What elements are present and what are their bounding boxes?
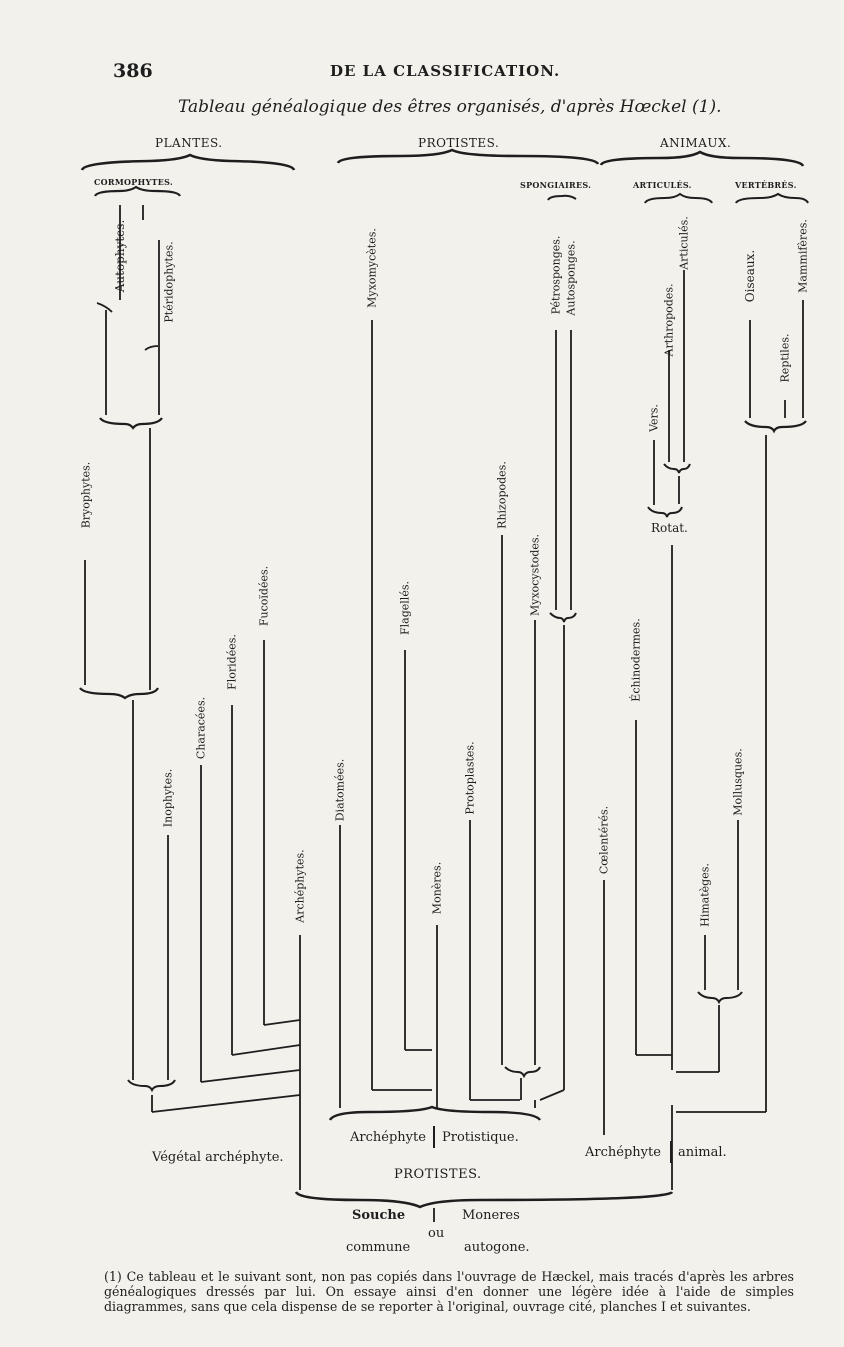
label-archephyte-protistique: Archéphyte (350, 1130, 426, 1145)
branch-petrosponges: Pétrosponges. (549, 235, 563, 315)
branch-archephytes: Archéphytes. (293, 849, 307, 923)
branch-myxocystodes: Myxocystodes. (528, 533, 542, 617)
branch-reptiles: Reptiles. (778, 333, 792, 383)
branch-diatomees: Diatomées. (333, 758, 347, 822)
cormophytes-junction (100, 418, 162, 428)
label-souche: Souche (352, 1208, 406, 1223)
label-ou: ou (428, 1226, 445, 1241)
branch-articules: Articulés. (677, 216, 691, 270)
cormophytes-brace (95, 187, 180, 196)
running-head: DE LA CLASSIFICATION. (330, 62, 561, 80)
branch-autophytes: Autophytes. (113, 219, 127, 293)
subgroup-spongiaires: SPONGIAIRES. (520, 180, 592, 190)
vertebres-brace (736, 194, 808, 203)
branch-myxomycetes: Myxomycètes. (365, 228, 379, 308)
group-plantes: PLANTES. (155, 136, 223, 150)
label-protistes-base: PROTISTES. (394, 1167, 482, 1182)
label-commune: commune (346, 1240, 411, 1255)
plantes-brace (82, 155, 294, 170)
subgroup-articules: ARTICULÉS. (633, 180, 692, 190)
branch-protoplastes: Protoplastes. (463, 741, 477, 815)
separator (433, 1126, 435, 1148)
label-moneres-root: Moneres (462, 1208, 520, 1223)
branch-inophytes: Inophytes. (161, 768, 175, 828)
branch-moneres: Monères. (430, 861, 444, 915)
bryophytes-junction (80, 688, 158, 698)
label-vegetal-archephyte: Végétal archéphyte. (152, 1150, 284, 1165)
branch-fucoidees: Fucoïdées. (257, 565, 271, 627)
branch-oiseaux: Oiseaux. (743, 249, 757, 303)
page-number: 386 (113, 60, 153, 82)
branch-echinodermes: Échinodermes. (629, 618, 643, 702)
animaux-brace (601, 152, 803, 166)
group-protistes: PROTISTES. (418, 136, 500, 150)
separator (670, 1141, 672, 1163)
branch-floridees: Floridées. (225, 634, 239, 690)
branch-rhizopodes: Rhizopodes. (495, 461, 509, 529)
protistes-base-brace (330, 1107, 540, 1120)
label-autogone: autogone. (464, 1240, 530, 1255)
branch-autosponges: Autosponges. (564, 240, 578, 316)
label-protistique: Protistique. (442, 1130, 519, 1145)
diagram-title: Tableau généalogique des êtres organisés, d'après Hœckel (1). (178, 97, 722, 117)
branch-flagelles: Flagellés. (398, 581, 412, 635)
branch-vers: Vers. (647, 404, 661, 432)
label-animal: animal. (678, 1145, 727, 1160)
subgroup-vertebres: VERTÉBRÉS. (735, 180, 797, 190)
footnote: (1) Ce tableau et le suivant sont, non pas copiés dans l'ouvrage de Hæckel, mais tracés d'après les arbres généalogiques dressés par lui. On essaye ainsi d'en donner une légère idée à l'aide de simples diagrammes, sans que cela dispense de se reporter à l'original, ouvrage cité, planches I et suivantes. (104, 1269, 794, 1314)
branch-coelenteres: Cœlentérés. (597, 805, 611, 875)
spongiaires-brace (548, 196, 576, 200)
inophytes-junction (128, 1080, 175, 1090)
root-brace (296, 1192, 672, 1207)
group-animaux: ANIMAUX. (660, 136, 732, 150)
branch-himateges: Himatèges. (698, 863, 712, 927)
articules-brace (645, 194, 712, 203)
branch-rotat: Rotat. (651, 521, 688, 535)
branch-pteridophytes: Ptéridophytes. (162, 241, 176, 323)
branch-arthropodes: Arthropodes. (662, 283, 676, 357)
branch-characees: Characées. (194, 696, 208, 760)
label-archephyte-animal: Archéphyte (585, 1145, 661, 1160)
protistes-brace (338, 150, 598, 164)
branch-mollusques: Mollusques. (731, 748, 745, 816)
branch-mammiferes: Mammifères. (796, 219, 810, 293)
branch-bryophytes: Bryophytes. (79, 461, 93, 529)
subgroup-cormophytes: CORMOPHYTES. (94, 177, 174, 187)
